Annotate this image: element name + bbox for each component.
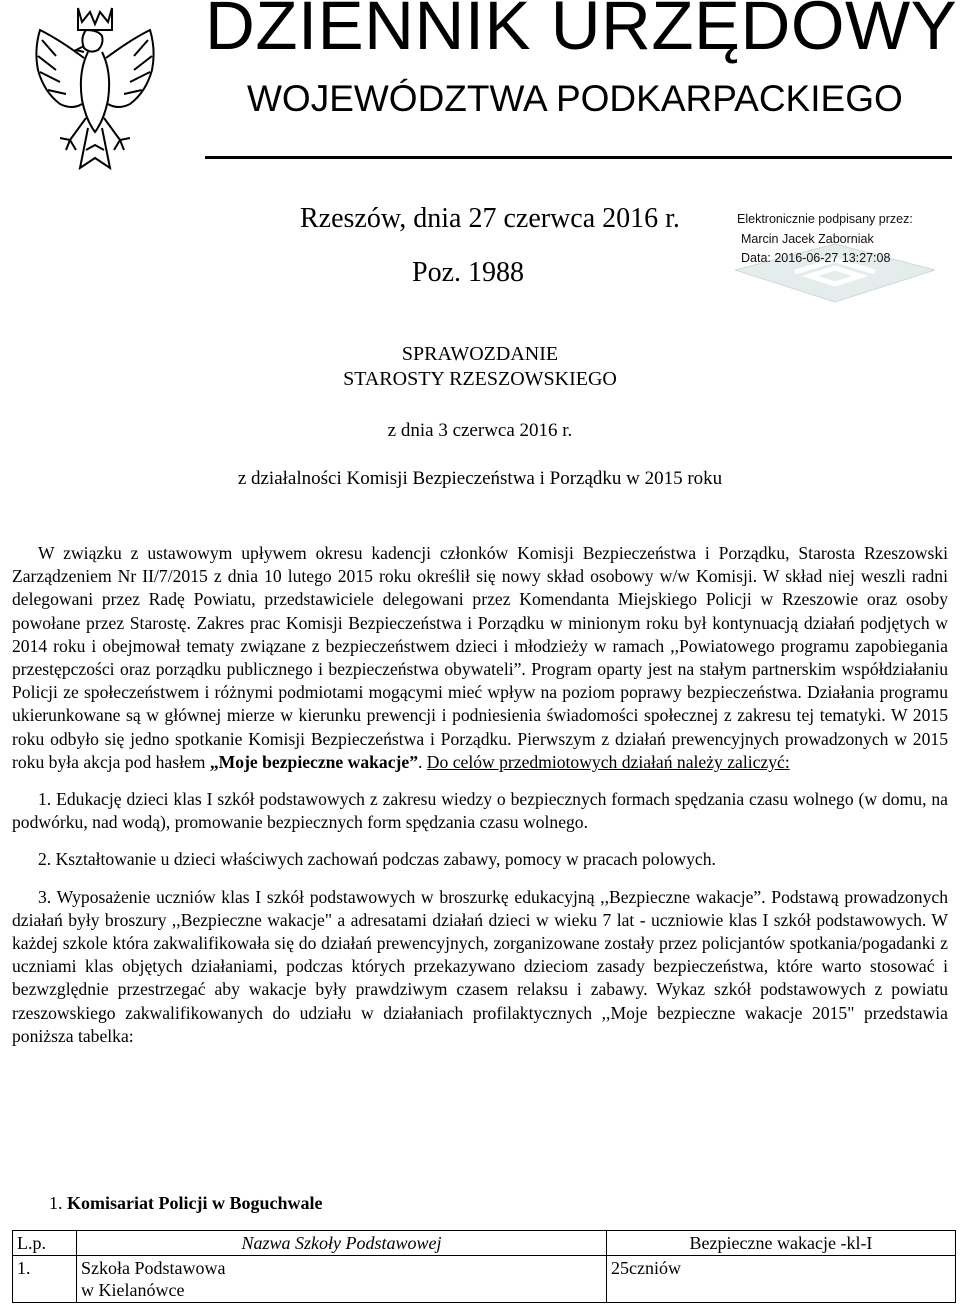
row-school-name: [77, 1256, 607, 1303]
masthead-title: DZIENNIK URZĘDOWY: [205, 0, 958, 64]
paragraph-intro-text: W związku z ustawowym upływem okresu kadencji członków Komisji Bezpieczeństwa i Porządku, Starosta Rzeszowski Zarządzeniem Nr II/7/2015 z dnia 10 lutego 2015 roku określił się nowy skład osobowy w/w Komisji. W skład niej weszli radni delegowani przez Radę Powiatu, przedstawiciele delegowani przez Komendanta Miejskiego Policji w Rzeszowie oraz osoby powołane przez Starostę. Zakres prac Komisji Bezpieczeństwa i Porządku w minionym roku był kontynuacją działań podjętych w 2014 roku i obejmował tematy związane z bezpieczeństwem dzieci i młodzieży w ramach ,,Powiatowego programu zapobiegania przestępczości oraz porządku publicznego i bezpieczeństwa obywateli”. Program oparty jest na stałym partnerskim współdziałaniu Policji ze społeczeństwem i różnymi podmiotami mogącymi mieć wpływ na poziom poprawy bezpieczeństwa. Działania programu ukierunkowane są w głównej mierze w kierunku prewencji i podniesienia świadomości społecznej z zakresu tej tematyki. W 2015 roku odbyło się jedno spotkanie Komisji Bezpieczeństwa i Porządku. Pierwszym z działań prewencyjnych prowadzonych w 2015 roku była akcja pod hasłem: [12, 543, 948, 772]
document-date: z dnia 3 czerwca 2016 r.: [387, 420, 573, 441]
row-student-count: 25czniów: [607, 1256, 956, 1303]
header-safe-holidays: Bezpieczne wakacje -kl-I: [607, 1231, 956, 1256]
electronic-signature: [735, 210, 955, 300]
signature-label: Elektronicznie podpisany przez:: [737, 212, 913, 226]
signer-name: Marcin Jacek Zaborniak: [741, 232, 874, 246]
place-date: Rzeszów, dnia 27 czerwca 2016 r.: [300, 203, 680, 234]
sentence-end: .: [418, 751, 427, 772]
header-lp: L.p.: [13, 1231, 77, 1256]
goal-item-3: 3. Wyposażenie uczniów klas I szkół podstawowych w broszurkę edukacyjną ,,Bezpieczne wakacje”. Podstawą prowadzonych działań były broszury ,,Bezpieczne wakacje" a adresatami działań dzieci w wieku 7 lat - uczniowie klas I szkół podstawowych. W każdej szkole która zakwalifikowała się do działań prewencyjnych, zorganizowane zostały przez policjantów spotkania/pogadanki z uczniami klas objętych działaniami, podczas których przekazywano dzieciom zasady bezpieczeństwa, które warto stosować i bezwzględnie przestrzegać aby wakacje były prawdziwym czasem relaksu i zabawy. Wykaz szkół podstawowych z powiatu rzeszowskiego zakwalifikowanych do udziału w działaniach profilaktycznych ,,Moje bezpieczne wakacje 2015" przedstawia poniższa tabelka:: [12, 886, 948, 1046]
section-title: Komisariat Policji w Boguchwale: [67, 1193, 323, 1213]
campaign-slogan: „Moje bezpieczne wakacje”: [209, 751, 418, 772]
school-name-line1: Szkoła Podstawowa: [81, 1258, 226, 1278]
document-title: SPRAWOZDANIE: [401, 343, 559, 365]
white-eagle-emblem-icon: [20, 0, 170, 175]
goal-item-1: 1. Edukację dzieci klas I szkół podstawowych z zakresu wiedzy o bezpiecznych formach spędzania czasu wolnego (w domu, na podwórku, nad wodą), promowanie bezpiecznych form spędzania czasu wolnego.: [12, 789, 948, 833]
document-author: STAROSTY RZESZOWSKIEGO: [343, 368, 617, 390]
table-header-row: [13, 1231, 956, 1256]
paragraph-intro: [12, 542, 948, 774]
masthead-divider: [205, 156, 952, 159]
goal-item-2: 2. Kształtowanie u dzieci właściwych zachowań podczas zabawy, pomocy w pracach polowych.: [38, 849, 716, 870]
position-number: Poz. 1988: [412, 257, 524, 288]
masthead-subtitle: WOJEWÓDZTWA PODKARPACKIEGO: [247, 78, 903, 119]
signature-date: Data: 2016-06-27 13:27:08: [741, 251, 891, 265]
schools-table: [12, 1230, 956, 1303]
header-school-name: Nazwa Szkoły Podstawowej: [77, 1231, 607, 1256]
table-row: [13, 1256, 956, 1303]
section-heading: [49, 1193, 322, 1214]
section-number: 1.: [49, 1193, 67, 1213]
report-body: [12, 542, 948, 1048]
goals-lead: Do celów przedmiotowych działań należy zaliczyć:: [426, 751, 790, 772]
school-name-line2: w Kielanówce: [81, 1280, 185, 1300]
document-subject: z działalności Komisji Bezpieczeństwa i Porządku w 2015 roku: [237, 468, 723, 489]
row-lp: 1.: [13, 1256, 77, 1303]
